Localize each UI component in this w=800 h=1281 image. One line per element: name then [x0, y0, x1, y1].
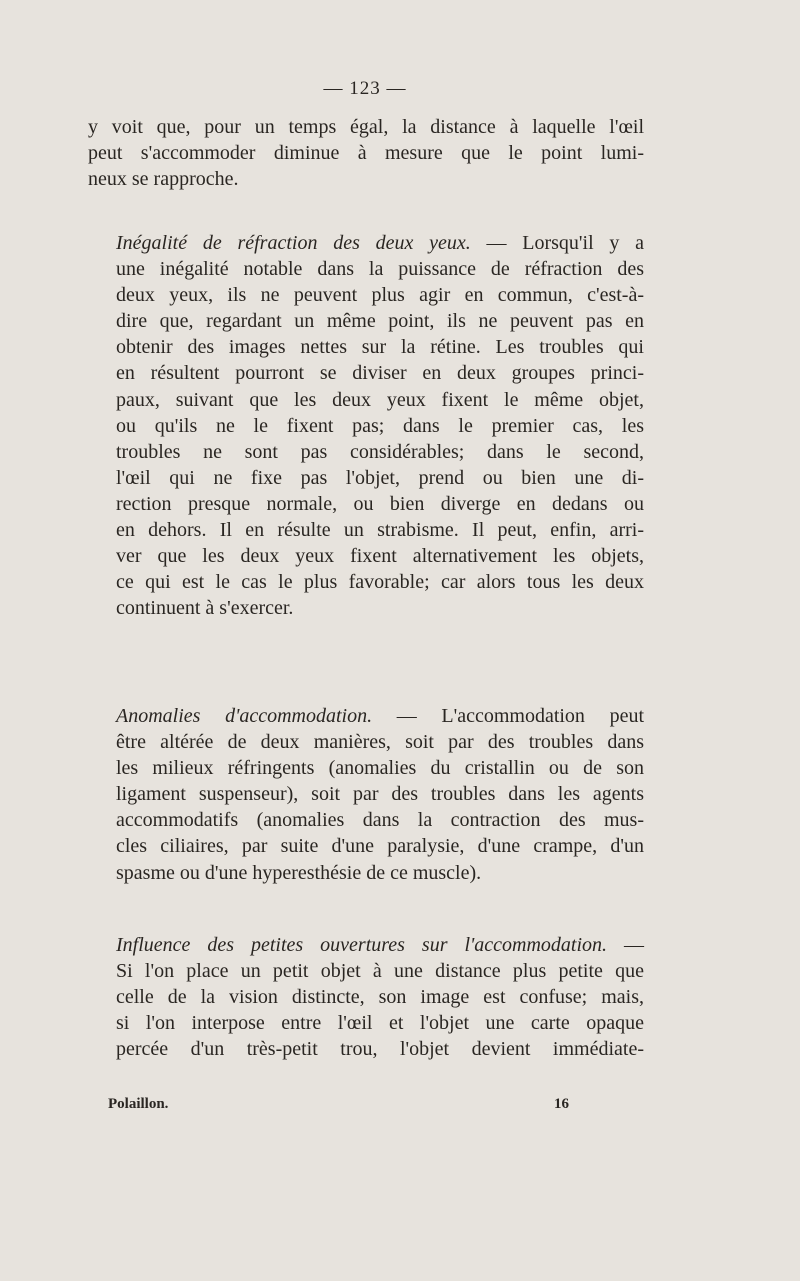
text-line: ou qu'ils ne le fixent pas; dans le premier cas, les — [116, 414, 644, 437]
text-line: en dehors. Il en résulte un strabisme. Il peut, enfin, arri- — [116, 519, 644, 542]
text-line: l'œil qui ne fixe pas l'objet, prend ou bien une di- — [116, 466, 644, 489]
text-line: si l'on interpose entre l'œil et l'objet une carte opaque — [116, 1012, 644, 1035]
text-line — [88, 703, 644, 729]
text-line: obtenir des images nettes sur la rétine. Les troubles qui — [116, 336, 644, 359]
text-fragment: — Lorsqu'il y a — [470, 232, 644, 254]
text-line — [88, 932, 644, 958]
paragraph-influence — [88, 932, 644, 1062]
text-line: ligament suspenseur), soit par des troubles dans les agents — [116, 783, 644, 806]
text-line: ver que les deux yeux fixent alternativement les objets, — [116, 545, 644, 568]
section-heading: Inégalité de réfraction des deux yeux. — [116, 232, 471, 254]
text-line — [88, 230, 644, 256]
text-line: Si l'on place un petit objet à une distance plus petite que — [116, 960, 644, 983]
text-line: paux, suivant que les deux yeux fixent le même objet, — [116, 388, 644, 411]
section-heading: Influence des petites ouvertures sur l'accommodation. — [116, 934, 608, 956]
text-line: une inégalité notable dans la puissance de réfraction des — [116, 258, 644, 281]
text-line: en résultent pourront se diviser en deux groupes princi- — [116, 362, 644, 385]
text-line: continuent à s'exercer. — [116, 597, 294, 620]
text-line: ce qui est le cas le plus favorable; car alors tous les deux — [116, 571, 644, 594]
paragraph-anomalies — [88, 703, 644, 886]
paragraph-inegalite — [88, 230, 644, 621]
sheet-number: 16 — [554, 1096, 569, 1112]
text-line: rection presque normale, ou bien diverge en dedans ou — [116, 492, 644, 515]
text-line: dire que, regardant un même point, ils ne peuvent pas en — [116, 310, 644, 333]
text-line: les milieux réfringents (anomalies du cristallin ou de son — [116, 757, 644, 780]
text-line: cles ciliaires, par suite d'une paralysie, d'une crampe, d'un — [116, 835, 644, 858]
text-line: troubles ne sont pas considérables; dans le second, — [116, 440, 644, 463]
text-line: accommodatifs (anomalies dans la contraction des mus- — [116, 809, 644, 832]
text-line: deux yeux, ils ne peuvent plus agir en commun, c'est-à- — [116, 284, 644, 307]
text-fragment: — L'accommodation peut — [372, 705, 644, 727]
text-line: neux se rapproche. — [88, 168, 239, 191]
paragraph-1 — [88, 114, 644, 192]
text-line: être altérée de deux manières, soit par des troubles dans — [116, 731, 644, 754]
text-line: peut s'accommoder diminue à mesure que le point lumi- — [88, 142, 644, 165]
section-heading: Anomalies d'accommodation. — [116, 705, 373, 727]
text-line: celle de la vision distincte, son image est confuse; mais, — [116, 986, 644, 1009]
page-number: — 123 — — [323, 78, 407, 99]
text-fragment: — — [607, 934, 644, 956]
printer-signature: Polaillon. — [108, 1096, 169, 1112]
text-line: percée d'un très-petit trou, l'objet devient immédiate- — [116, 1038, 644, 1061]
text-line: y voit que, pour un temps égal, la distance à laquelle l'œil — [88, 116, 644, 138]
text-line: spasme ou d'une hyperesthésie de ce muscle). — [116, 861, 482, 884]
